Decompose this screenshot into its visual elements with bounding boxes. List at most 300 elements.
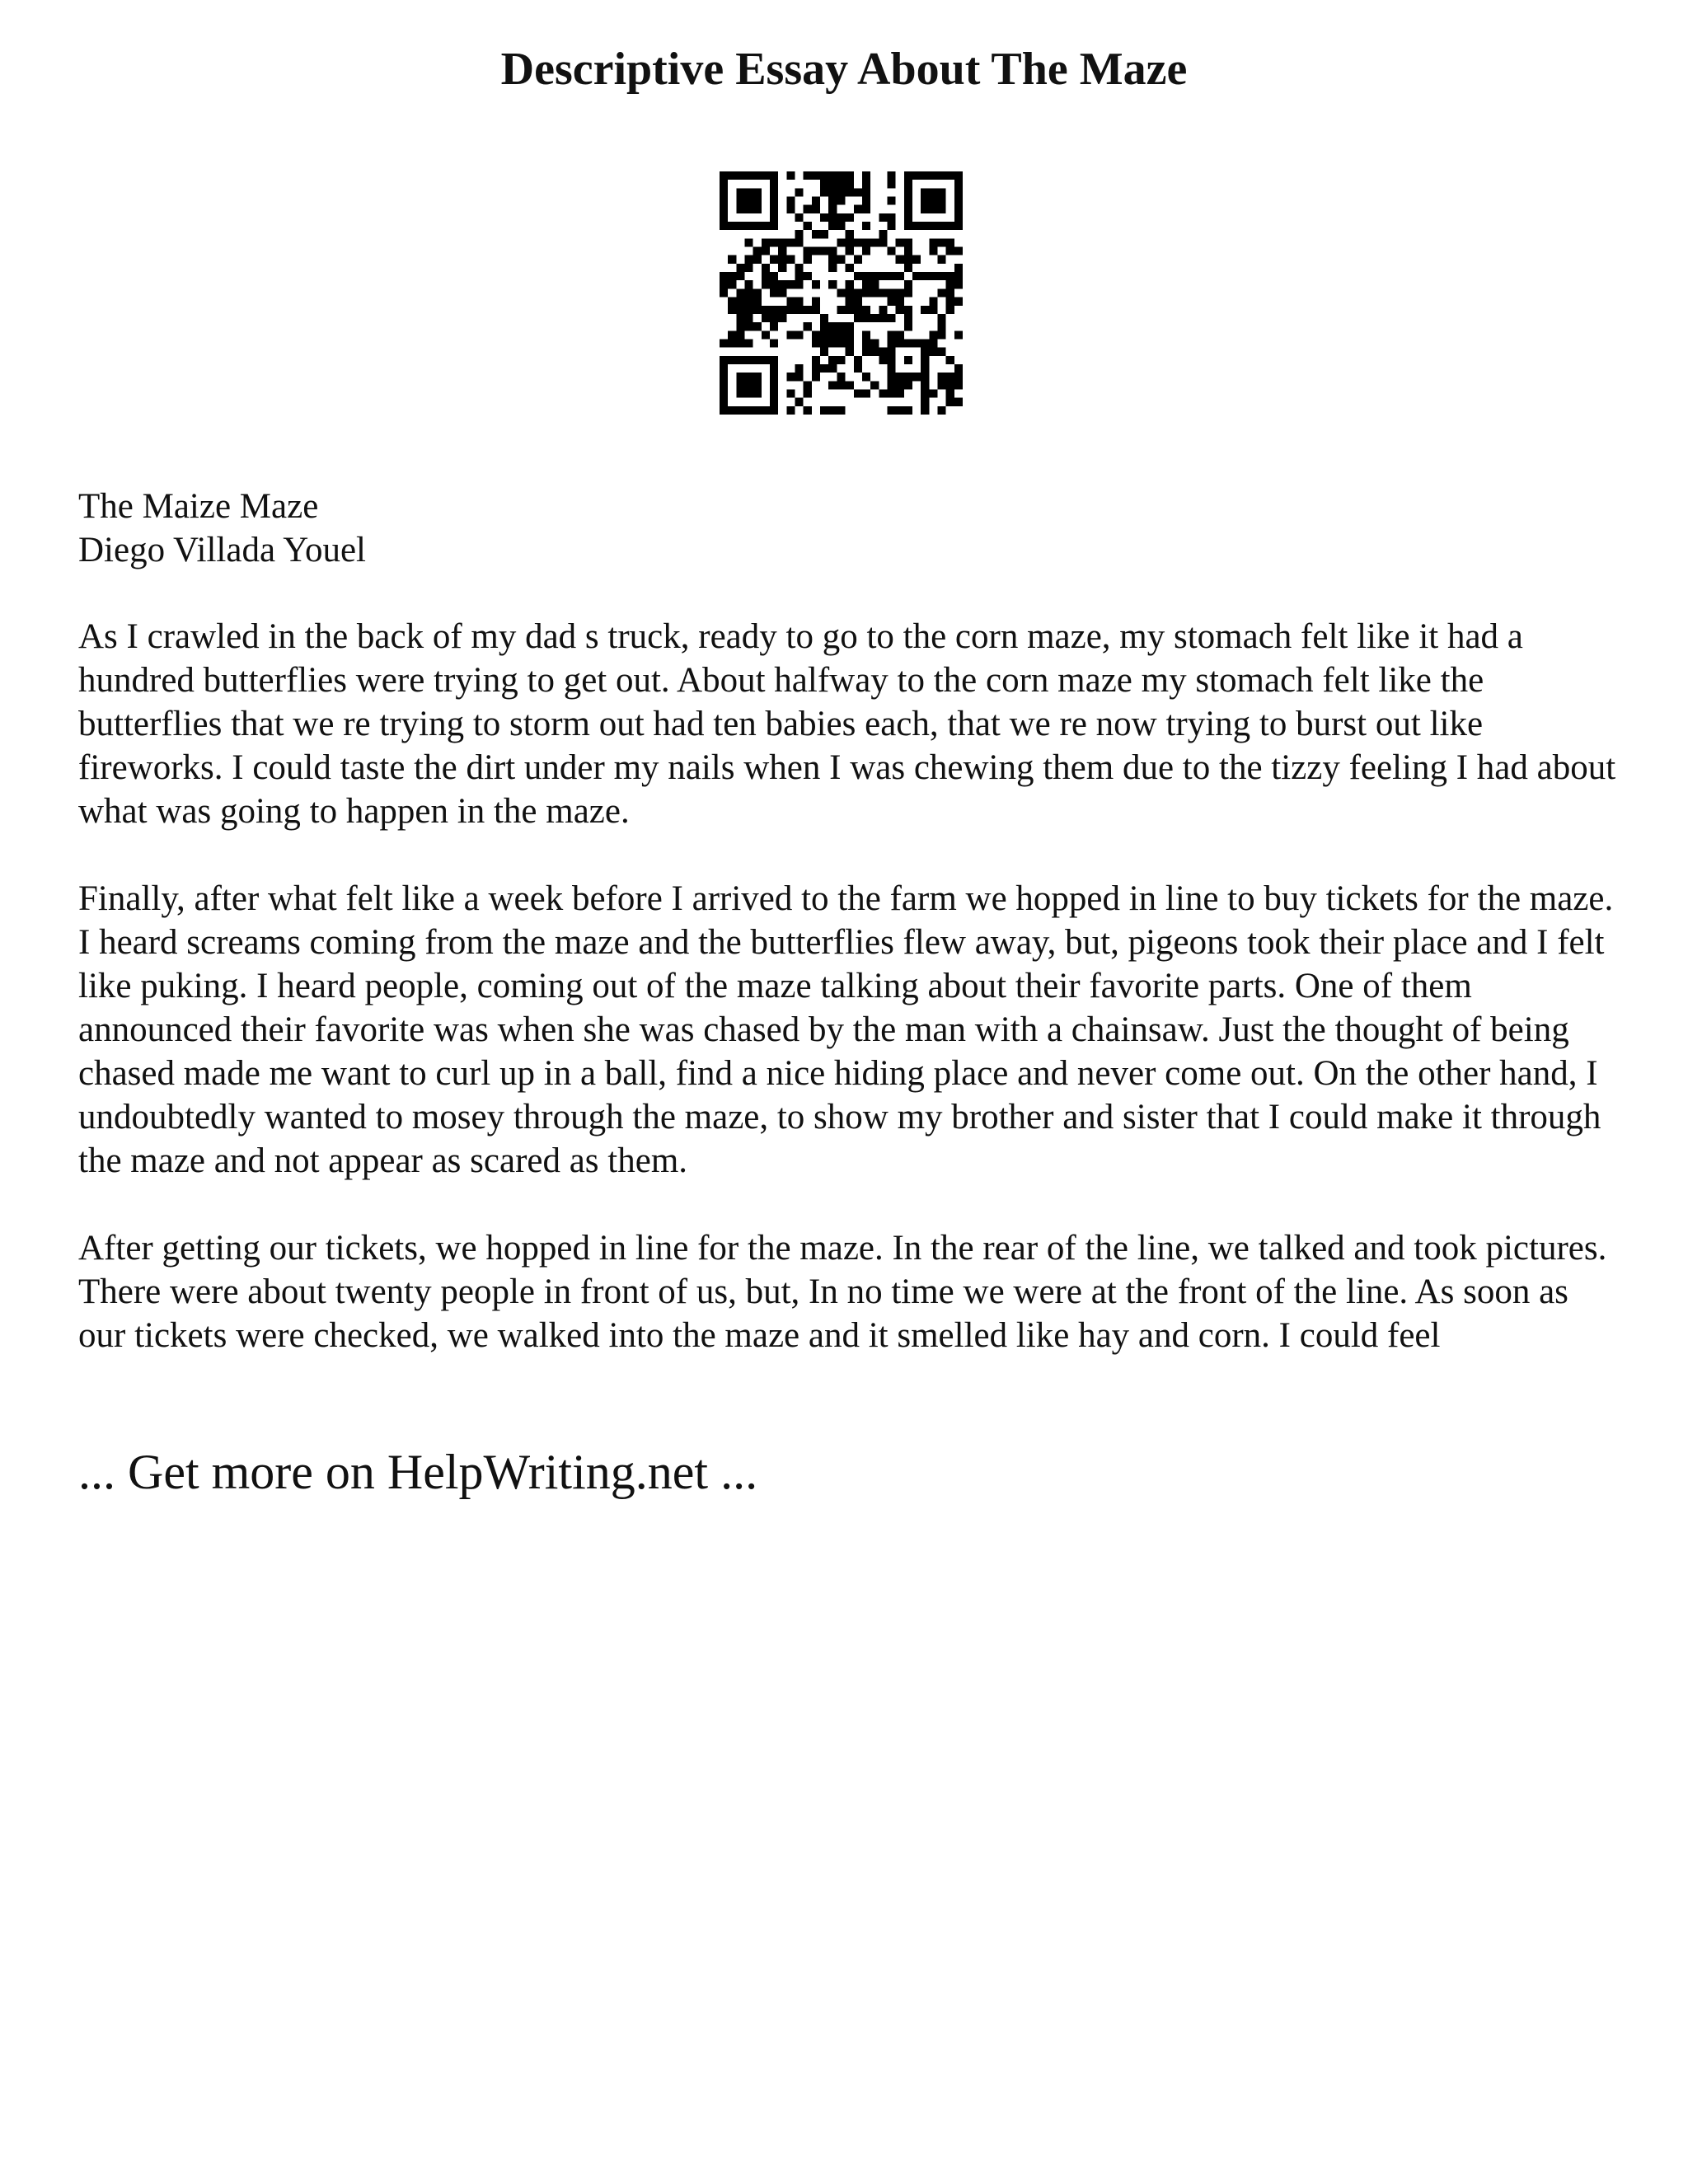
qr-module [837,222,845,230]
qr-module [795,298,804,306]
qr-module [879,348,887,356]
qr-module [770,306,778,314]
qr-module [937,288,945,297]
qr-module [786,389,795,397]
qr-module [728,171,736,180]
qr-module [778,238,786,246]
qr-module [929,272,937,280]
qr-module [887,330,895,339]
qr-module [921,364,929,373]
qr-module [820,406,828,415]
qr-module [854,314,862,322]
qr-module [812,339,820,347]
qr-module [937,255,945,264]
qr-module [879,306,887,314]
qr-module [736,306,744,314]
qr-module [937,188,945,196]
qr-module [762,406,770,415]
qr-module [921,406,929,415]
qr-module [728,306,736,314]
qr-module [887,314,895,322]
qr-module [862,272,870,280]
qr-module [720,381,728,389]
qr-module [762,280,770,288]
qr-module [854,255,862,264]
qr-module [912,255,921,264]
qr-module [795,280,804,288]
qr-module [954,272,963,280]
qr-module [745,406,753,415]
qr-module [862,314,870,322]
qr-module [946,280,954,288]
qr-module [770,314,778,322]
qr-module [753,222,762,230]
qr-module [887,197,895,205]
qr-module [753,373,762,381]
qr-module [921,398,929,406]
qr-module [745,389,753,397]
qr-module [786,373,795,381]
qr-module [745,381,753,389]
qr-module [937,348,945,356]
qr-module [804,381,812,389]
qr-module [921,381,929,389]
qr-module [946,389,954,397]
qr-module [846,264,854,272]
qr-module [828,180,837,188]
qr-module [828,280,837,288]
qr-module [929,247,937,255]
qr-module [812,205,820,213]
qr-module [728,222,736,230]
qr-module [954,330,963,339]
qr-module [837,406,845,415]
qr-module [762,306,770,314]
qr-module [728,280,736,288]
qr-module [854,288,862,297]
qr-module [770,180,778,188]
qr-module [954,213,963,222]
qr-module [837,381,845,389]
qr-module [728,255,736,264]
qr-module [896,330,904,339]
qr-module [812,280,820,288]
qr-module [954,180,963,188]
qr-module [854,356,862,364]
qr-module [753,381,762,389]
qr-module [828,406,837,415]
qr-module [812,230,820,238]
qr-module [720,213,728,222]
qr-module [778,314,786,322]
qr-module [837,255,845,264]
qr-module [736,373,744,381]
qr-module [720,188,728,196]
qr-module [736,171,744,180]
qr-module [921,188,929,196]
qr-module [912,373,921,381]
qr-module [862,330,870,339]
qr-module [904,373,912,381]
qr-module [887,171,895,180]
qr-module [837,339,845,347]
qr-module [720,180,728,188]
qr-module [804,247,812,255]
qr-module [896,272,904,280]
qr-module [896,298,904,306]
qr-module [820,330,828,339]
qr-module [720,406,728,415]
qr-module [846,213,854,222]
essay-title: The Maize Maze [78,487,319,526]
qr-module [862,238,870,246]
qr-module [846,322,854,330]
qr-module [770,356,778,364]
qr-module [812,171,820,180]
qr-module [728,298,736,306]
qr-module [804,406,812,415]
qr-module [887,213,895,222]
qr-module [778,264,786,272]
qr-module [736,314,744,322]
qr-module [954,381,963,389]
qr-module [762,356,770,364]
qr-module [736,222,744,230]
qr-module [753,406,762,415]
qr-module [946,373,954,381]
qr-module [795,373,804,381]
qr-module [770,406,778,415]
qr-module [736,356,744,364]
qr-module [887,247,895,255]
qr-module [870,272,879,280]
qr-module [770,205,778,213]
qr-module [720,280,728,288]
qr-module [929,188,937,196]
qr-module [904,306,912,314]
qr-module [736,381,744,389]
qr-module [837,306,845,314]
qr-module [720,222,728,230]
qr-module [921,356,929,364]
qr-module [887,381,895,389]
qr-module [946,356,954,364]
qr-module [904,288,912,297]
qr-module [820,314,828,322]
qr-module [812,373,820,381]
qr-module [854,364,862,373]
qr-module [837,238,845,246]
qr-module [854,188,862,196]
qr-module [846,306,854,314]
qr-module [862,171,870,180]
qr-module [770,280,778,288]
qr-module [828,222,837,230]
qr-module [954,298,963,306]
qr-module [887,348,895,356]
qr-module [745,356,753,364]
qr-module [820,322,828,330]
qr-module [887,298,895,306]
qr-module [753,322,762,330]
get-more-link[interactable]: ... Get more on HelpWriting.net ... [78,1445,758,1499]
qr-module [770,255,778,264]
qr-module [753,188,762,196]
qr-module [728,330,736,339]
qr-module [846,348,854,356]
qr-module [879,272,887,280]
qr-module [946,272,954,280]
qr-module [904,180,912,188]
qr-module [820,247,828,255]
qr-module [828,339,837,347]
qr-module [946,306,954,314]
qr-module [870,280,879,288]
qr-module [745,238,753,246]
qr-module [862,180,870,188]
qr-module [862,247,870,255]
qr-module [870,314,879,322]
qr-module [904,356,912,364]
qr-module [937,373,945,381]
qr-module [720,356,728,364]
qr-module [753,306,762,314]
qr-module [728,272,736,280]
qr-module [929,298,937,306]
qr-module [828,213,837,222]
qr-module [745,306,753,314]
qr-module [745,280,753,288]
qr-module [870,288,879,297]
qr-module [795,364,804,373]
qr-module [745,314,753,322]
qr-module [862,188,870,196]
qr-module [937,171,945,180]
qr-module [887,288,895,297]
qr-module [954,364,963,373]
qr-module [904,381,912,389]
qr-module [745,188,753,196]
qr-module [929,205,937,213]
qr-module [762,272,770,280]
qr-module [954,205,963,213]
essay-paragraph: As I crawled in the back of my dad s truck, ready to go to the corn maze, my stomach felt like it had a hundred butterflies were trying to get out. About halfway to the corn maze my stomach felt like the butterflies that we re trying to storm out had ten babies each, that we re now trying to burst out like fireworks. I could taste the dirt under my nails when I was chewing them due to the tizzy feeling I had about what was going to happen in the maze. [78,617,1616,831]
qr-module [762,264,770,272]
qr-module [946,298,954,306]
qr-module [921,205,929,213]
qr-module [929,330,937,339]
qr-module [879,238,887,246]
qr-module [795,306,804,314]
qr-code-graphic [720,171,963,415]
qr-module [795,188,804,196]
qr-module [870,381,879,389]
qr-module [786,238,795,246]
qr-module [745,197,753,205]
qr-module [929,171,937,180]
qr-module [887,389,895,397]
essay-paragraph: Finally, after what felt like a week before I arrived to the farm we hopped in line to buy tickets for the maze. I heard screams coming from the maze and the butterflies flew away, but, pigeons took their place and I felt like puking. I heard people, coming out of the maze talking about their favorite parts. One of them announced their favorite was when she was chased by the man with a chainsaw. Just the thought of being chased made me want to curl up in a ball, find a nice hiding place and never come out. On the other hand, I undoubtedly wanted to mosey through the maze, to show my brother and sister that I could make it through the maze and not appear as scared as them. [78,879,1614,1180]
qr-module [762,222,770,230]
qr-module [929,348,937,356]
qr-module [770,381,778,389]
qr-module [745,373,753,381]
qr-module [837,180,845,188]
qr-module [736,272,744,280]
qr-module [912,272,921,280]
qr-module [862,280,870,288]
qr-module [837,288,845,297]
qr-module [887,356,895,364]
qr-module [879,288,887,297]
qr-module [770,373,778,381]
qr-module [904,205,912,213]
qr-module [946,288,954,297]
qr-module [720,205,728,213]
qr-module [887,222,895,230]
qr-module [720,373,728,381]
qr-module [887,339,895,347]
qr-module [879,230,887,238]
qr-module [745,298,753,306]
qr-module [745,222,753,230]
qr-module [837,330,845,339]
qr-module [820,180,828,188]
qr-module [912,171,921,180]
qr-module [854,272,862,280]
qr-module [753,171,762,180]
essay-header [78,485,1611,572]
qr-module [720,197,728,205]
qr-module [736,330,744,339]
qr-module [828,171,837,180]
qr-module [770,364,778,373]
qr-module [786,330,795,339]
qr-module [954,247,963,255]
qr-module [736,205,744,213]
qr-module [887,373,895,381]
qr-module [879,314,887,322]
qr-module [745,205,753,213]
qr-module [770,288,778,297]
qr-module [786,255,795,264]
qr-module [820,188,828,196]
qr-module [904,339,912,347]
qr-module [745,339,753,347]
qr-module [820,364,828,373]
qr-module [937,238,945,246]
qr-module [837,373,845,381]
qr-module [804,255,812,264]
qr-module [770,272,778,280]
qr-module [804,205,812,213]
qr-module [862,197,870,205]
qr-module [870,348,879,356]
qr-module [862,222,870,230]
qr-module [921,348,929,356]
qr-module [912,339,921,347]
qr-module [837,356,845,364]
qr-module [745,255,753,264]
qr-module [770,322,778,330]
qr-module [753,288,762,297]
qr-module [904,188,912,196]
qr-module [870,238,879,246]
qr-module [804,222,812,230]
qr-module [778,288,786,297]
qr-module [904,264,912,272]
qr-module [828,205,837,213]
qr-module [846,171,854,180]
qr-module [795,230,804,238]
qr-module [846,238,854,246]
qr-module [846,247,854,255]
qr-module [804,322,812,330]
qr-module [778,280,786,288]
qr-module [921,222,929,230]
qr-module [770,222,778,230]
qr-code-icon[interactable] [720,171,963,415]
qr-module [896,373,904,381]
qr-module [753,298,762,306]
qr-module [904,406,912,415]
qr-module [937,272,945,280]
qr-module [720,171,728,180]
qr-module [770,238,778,246]
qr-module [846,230,854,238]
qr-module [862,373,870,381]
qr-module [937,406,945,415]
qr-module [946,381,954,389]
qr-module [904,255,912,264]
qr-module [736,406,744,415]
qr-module [812,364,820,373]
qr-module [862,306,870,314]
qr-module [804,389,812,397]
qr-module [904,171,912,180]
qr-module [846,188,854,196]
qr-module [795,213,804,222]
qr-module [862,339,870,347]
qr-module [854,306,862,314]
qr-module [954,264,963,272]
qr-module [904,222,912,230]
qr-module [720,272,728,280]
qr-module [736,322,744,330]
qr-module [786,197,795,205]
qr-module [828,381,837,389]
qr-module [720,288,728,297]
qr-module [720,364,728,373]
qr-module [921,389,929,397]
qr-module [887,180,895,188]
qr-module [937,381,945,389]
qr-module [820,171,828,180]
qr-module [778,247,786,255]
qr-module [786,306,795,314]
qr-module [887,406,895,415]
qr-module [820,339,828,347]
qr-module [812,298,820,306]
qr-module [929,197,937,205]
qr-module [720,389,728,397]
qr-module [887,364,895,373]
qr-module [820,230,828,238]
qr-module [770,398,778,406]
qr-module [937,197,945,205]
qr-module [812,330,820,339]
qr-module [846,298,854,306]
